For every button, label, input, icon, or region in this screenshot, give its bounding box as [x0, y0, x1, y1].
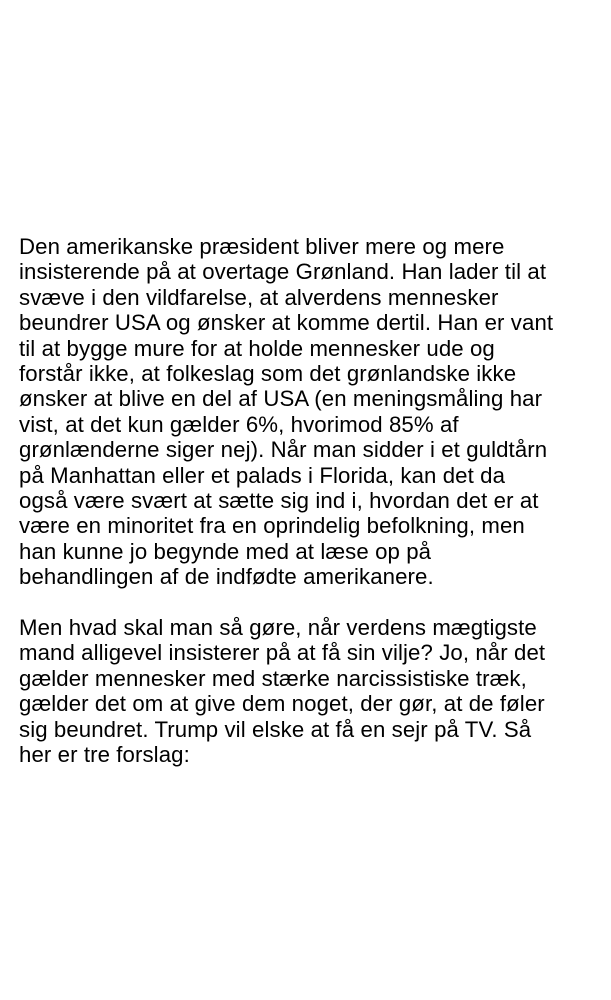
text-line: svæve i den vildfarelse, at alverdens mennesker — [19, 284, 499, 310]
text-line: Men hvad skal man så gøre, når verdens mægtigste — [19, 615, 537, 641]
text-line: til at bygge mure for at holde mennesker ude og — [19, 335, 495, 361]
text-line: også være svært at sætte sig ind i, hvordan det er at — [19, 488, 539, 514]
text-line: ønsker at blive en del af USA (en meningsmåling har — [19, 386, 543, 412]
text-line: behandlingen af de indfødte amerikanere. — [19, 564, 434, 590]
text-line: være en minoritet fra en oprindelig befolkning, men — [19, 513, 525, 539]
text-line: insisterende på at overtage Grønland. Han lader til at — [19, 259, 547, 285]
text-line: han kunne jo begynde med at læse op på — [19, 538, 432, 564]
paragraph-1 — [19, 234, 609, 590]
text-line: vist, at det kun gælder 6%, hvorimod 85% af — [19, 411, 459, 437]
text-line: forstår ikke, at folkeslag som det grønlandske ikke — [19, 361, 517, 387]
text-line: grønlænderne siger nej). Når man sidder i et guldtårn — [19, 437, 548, 463]
text-line: her er tre forslag: — [19, 742, 190, 768]
article-text — [19, 234, 609, 768]
text-line: sig beundret. Trump vil elske at få en sejr på TV. Så — [19, 716, 532, 742]
paragraph-2 — [19, 615, 609, 767]
text-line: mand alligevel insisterer på at få sin vilje? Jo, når det — [19, 640, 546, 666]
text-line: på Manhattan eller et palads i Florida, kan det da — [19, 462, 506, 488]
text-line: gælder mennesker med stærke narcissistiske træk, — [19, 665, 527, 691]
text-line: Den amerikanske præsident bliver mere og mere — [19, 234, 505, 259]
text-line: gælder det om at give dem noget, der gør, at de føler — [19, 691, 545, 717]
text-line: beundrer USA og ønsker at komme dertil. Han er vant — [19, 310, 554, 336]
